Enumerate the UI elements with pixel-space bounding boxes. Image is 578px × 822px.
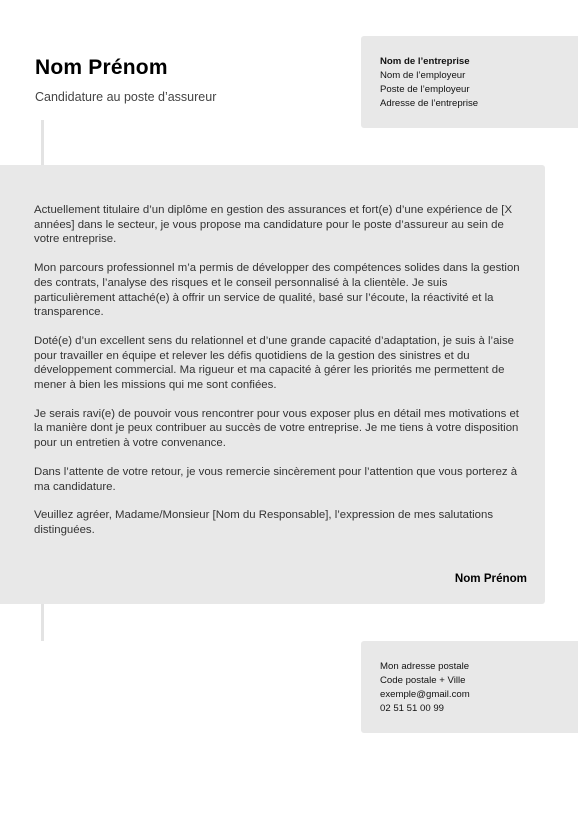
- paragraph-motivation: Je serais ravi(e) de pouvoir vous rencontrer pour vous exposer plus en détail mes motivations et la manière dont je peux contribuer au succès de votre entreprise. Je me tiens à votre disposition pour un entretien à votre convenance.: [34, 407, 519, 450]
- company-name: Nom de l’entreprise: [380, 56, 470, 67]
- decorative-line-top: [41, 120, 44, 166]
- signature: Nom Prénom: [454, 572, 527, 585]
- paragraph-closing: Dans l’attente de votre retour, je vous remercie sincèrement pour l’attention que vous porterez à ma candidature.: [34, 465, 518, 493]
- paragraph-intro: Actuellement titulaire d’un diplôme en gestion des assurances et fort(e) d’une expérience de [X années] dans le secteur, je vous propose ma candidature pour le poste d’assureur au sein de votre entreprise.: [34, 204, 513, 246]
- position-subtitle: Candidature au poste d’assureur: [35, 90, 217, 104]
- letter-body: [0, 165, 545, 604]
- paragraph-skills: Doté(e) d’un excellent sens du relationnel et d’une grande capacité d’adaptation, je suis à l’aise pour travailler en équipe et relever les défis quotidiens de la gestion des sinistres et du développement commercial. Ma rigueur et ma capacité à gérer les priorités me permettent de mener à bien les missions qui me sont confiées.: [34, 334, 514, 392]
- paragraph-salutation: Veuillez agréer, Madame/Monsieur [Nom du Responsable], l’expression de mes salutations distinguées.: [34, 509, 494, 536]
- decorative-line-bottom: [41, 603, 44, 641]
- company-address: Adresse de l’entreprise: [380, 98, 479, 109]
- paragraph-experience: Mon parcours professionnel m’a permis de développer des compétences solides dans la gestion des contrats, l’analyse des risques et le conseil personnalisé à la clientèle. Je suis particulièrement attaché(e) à offrir un service de qualité, basé sur l’écoute, la réactivité et la transparence.: [34, 262, 520, 319]
- applicant-name: Nom Prénom: [35, 56, 168, 79]
- sender-address: Mon adresse postale: [380, 661, 470, 672]
- recipient-block: [361, 36, 578, 128]
- sender-block: [361, 641, 578, 733]
- sender-email: exemple@gmail.com: [380, 689, 470, 700]
- employer-name: Nom de l’employeur: [380, 70, 466, 81]
- employer-position: Poste de l’employeur: [380, 84, 470, 95]
- sender-phone: 02 51 51 00 99: [380, 703, 445, 714]
- sender-postal-city: Code postale + Ville: [380, 675, 466, 686]
